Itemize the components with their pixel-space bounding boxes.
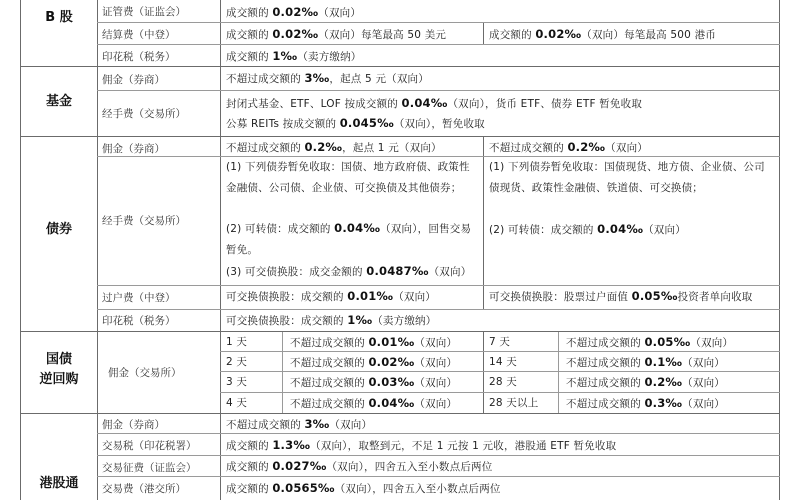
row-label: 印花税（税务） [102,315,176,327]
table-border-right [779,0,780,500]
fee-text: 不超过成交额的 0.05‰（双向） [566,335,734,349]
repo-term: 4 天 [226,397,248,409]
repo-term: 7 天 [489,336,511,348]
fee-text: 成交额的 0.02‰（双向）每笔最高 50 美元 [226,27,447,41]
fee-text: 不超过成交额的 0.2‰，起点 1 元（双向） [226,140,442,154]
section-divider [20,136,780,137]
fee-text: 成交额的 0.02‰（双向）每笔最高 500 港币 [489,27,716,41]
category-b-share: B 股 [45,10,73,25]
row-label: 佣金（券商） [102,143,165,155]
row-divider [97,22,780,23]
row-divider [97,44,780,45]
fee-text: (2) 可转债：成交额的 0.04‰（双向），回售交易暂免。 [226,221,472,256]
fee-text: 不超过成交额的 0.1‰（双向） [566,355,725,369]
category-divider [97,0,98,500]
fee-text: 可交换债换股：成交额的 0.01‰（双向） [226,289,436,303]
fee-text: (1) 下列债券暂免收取：国债现货、地方债、企业债、公司债现货、政策性金融债、铁道债、可交换债； [489,161,765,194]
fee-text: 成交额的 0.02‰（双向） [226,5,362,19]
fee-text: 成交额的 1.3‰（双向），取整到元，不足 1 元按 1 元收，港股通 ETF 暂免收取 [226,438,617,452]
fee-text: 不超过成交额的 0.2‰（双向） [566,375,725,389]
category-repo-line1: 国债 [45,352,72,367]
fee-text: 封闭式基金、ETF、LOF 按成交额的 0.04‰（双向），货币 ETF、债券 ETF 暂免收取 [226,96,643,110]
fee-text: 不超过成交额的 0.04‰（双向） [290,396,458,410]
fee-text: 可交换债换股：股票过户面值 0.05‰投资者单向收取 [489,289,753,303]
row-label: 交易税（印花税署） [102,440,197,452]
col-divider [483,136,484,309]
section-divider [20,331,780,332]
col-divider [483,22,484,44]
row-divider [97,90,780,91]
repo-term: 14 天 [489,356,517,368]
fee-text: 可交换债换股：成交额的 1‰（卖方缴纳） [226,313,437,327]
row-divider [97,285,780,286]
row-label: 印花税（税务） [102,51,176,63]
section-divider [20,66,780,67]
row-divider [220,392,780,393]
repo-term: 2 天 [226,356,248,368]
row-label: 证管费（证监会） [102,6,186,18]
row-label: 结算费（中登） [102,29,176,41]
category-repo [21,350,97,390]
repo-term: 3 天 [226,376,248,388]
label-divider [220,0,221,500]
row-divider [97,309,780,310]
fee-text: 成交额的 0.027‰（双向），四舍五入至小数点后两位 [226,459,493,473]
row-divider [97,476,780,477]
repo-term: 28 天以上 [489,397,539,409]
row-divider [97,433,780,434]
fee-text: 不超过成交额的 0.02‰（双向） [290,355,458,369]
fee-text: 成交额的 0.0565‰（双向），四舍五入至小数点后两位 [226,481,501,495]
table-border-left [20,0,21,500]
fee-text: (1) 下列债券暂免收取：国债、地方政府债、政策性金融债、公司债、企业债、可交换债及其他债券； [226,161,470,194]
repo-term-divider [558,331,559,413]
category-repo-line2: 逆回购 [39,372,79,387]
row-label: 经手费（交易所） [102,108,186,120]
category-hk-connect: 港股通 [39,476,79,491]
row-divider [97,455,780,456]
row-label: 交易征费（证监会） [102,462,197,474]
fee-text: 成交额的 1‰（卖方缴纳） [226,49,362,63]
fee-text: 不超过成交额的 0.01‰（双向） [290,335,458,349]
row-label: 交易费（港交所） [102,483,186,495]
row-label: 佣金（券商） [102,419,165,431]
fee-text: 不超过成交额的 0.2‰（双向） [489,140,648,154]
repo-term: 1 天 [226,336,248,348]
fee-text: 不超过成交额的 0.03‰（双向） [290,375,458,389]
repo-term: 28 天 [489,376,517,388]
fee-text: 不超过成交额的 3‰（双向） [226,417,373,431]
row-label: 佣金（券商） [102,74,165,86]
section-divider [20,413,780,414]
col-divider [483,331,484,413]
repo-term-divider [282,331,283,413]
fee-text: 公募 REITs 按成交额的 0.045‰（双向），暂免收取 [226,116,485,130]
category-fund: 基金 [45,94,72,109]
fee-text: 不超过成交额的 3‰，起点 5 元（双向） [226,71,429,85]
fee-text: (3) 可交债换股：成交金额的 0.0487‰（双向） [226,264,472,278]
fee-text: 不超过成交额的 0.3‰（双向） [566,396,725,410]
category-bond: 债券 [45,222,72,237]
fee-text: (2) 可转债：成交额的 0.04‰（双向） [489,222,686,236]
row-label: 过户费（中登） [102,292,176,304]
row-label: 经手费（交易所） [102,215,186,227]
row-label: 佣金（交易所） [108,367,182,379]
